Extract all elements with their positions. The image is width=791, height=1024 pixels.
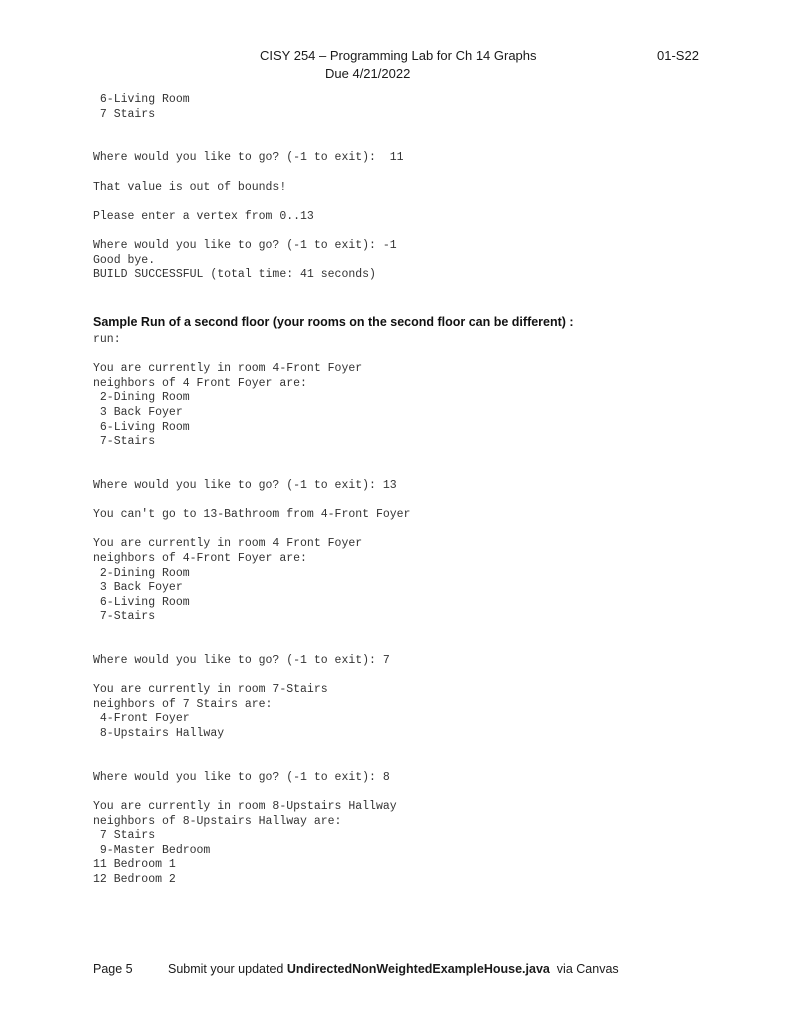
console-line	[93, 494, 410, 509]
console-line: 2-Dining Room	[93, 391, 190, 405]
console-line: You can't go to 13-Bathroom from 4-Front Foyer	[93, 508, 411, 522]
footer-submit-prefix: Submit your updated	[168, 962, 287, 976]
header-due-date: Due 4/21/2022	[325, 66, 411, 81]
footer-filename: UndirectedNonWeightedExampleHouse.java	[286, 962, 550, 976]
console-line: neighbors of 7 Stairs are:	[93, 697, 273, 711]
console-line: 12 Bedroom 2	[93, 872, 176, 886]
console-line: neighbors of 8-Upstairs Hallway are:	[93, 814, 342, 828]
console-line: Good bye.	[93, 253, 156, 267]
console-line: You are currently in room 8-Upstairs Hallway	[93, 800, 397, 813]
console-line: Where would you like to go? (-1 to exit): 8	[93, 770, 390, 784]
console-line: 7-Stairs	[93, 610, 156, 624]
console-line	[93, 166, 404, 181]
console-line: neighbors of 4 Front Foyer are:	[93, 376, 307, 390]
console-line: 11 Bedroom 1	[93, 858, 176, 872]
console-line	[93, 224, 404, 239]
console-line: Where would you like to go? (-1 to exit): 7	[93, 654, 390, 668]
console-line: 7 Stairs	[93, 829, 156, 843]
console-line: Please enter a vertex from 0..13	[93, 209, 314, 223]
console-line	[93, 464, 410, 479]
console-line: 2-Dining Room	[93, 566, 190, 580]
console-output-block-2	[93, 333, 410, 888]
footer-page-number: Page 5	[93, 962, 133, 976]
console-line	[93, 625, 410, 640]
footer-submit-suffix: via Canvas	[549, 962, 619, 976]
console-line	[93, 785, 410, 800]
console-line	[93, 523, 410, 538]
console-line: Where would you like to go? (-1 to exit): 13	[93, 478, 397, 492]
console-line: You are currently in room 4-Front Foyer	[93, 362, 363, 376]
console-line	[93, 450, 410, 465]
console-line: 6-Living Room	[93, 595, 190, 609]
console-line: 6-Living Room	[93, 420, 190, 434]
console-line: 3 Back Foyer	[93, 405, 183, 419]
console-line: 6-Living Room	[93, 93, 190, 106]
console-line: 3 Back Foyer	[93, 581, 183, 595]
console-line	[93, 756, 410, 771]
console-line: Where would you like to go? (-1 to exit): -1	[93, 238, 397, 252]
console-line: 9-Master Bedroom	[93, 843, 211, 857]
header-title: CISY 254 – Programming Lab for Ch 14 Graphs	[260, 48, 537, 63]
console-output-block-1	[93, 93, 404, 283]
console-line	[93, 348, 410, 363]
header-course-code: 01-S22	[657, 48, 699, 63]
footer-submit-note	[168, 962, 619, 976]
console-line: 8-Upstairs Hallway	[93, 727, 225, 741]
console-line: run:	[93, 333, 121, 346]
console-line	[93, 742, 410, 757]
console-line: neighbors of 4-Front Foyer are:	[93, 551, 307, 565]
section-heading: Sample Run of a second floor (your rooms on the second floor can be different) :	[93, 315, 574, 329]
console-line	[93, 195, 404, 210]
console-line: Where would you like to go? (-1 to exit): 11	[93, 151, 404, 165]
console-line: 7-Stairs	[93, 435, 156, 449]
console-line: You are currently in room 7-Stairs	[93, 683, 328, 697]
console-line: That value is out of bounds!	[93, 180, 287, 194]
console-line: 4-Front Foyer	[93, 712, 190, 726]
console-line: BUILD SUCCESSFUL (total time: 41 seconds)	[93, 268, 376, 282]
console-line	[93, 669, 410, 684]
console-line	[93, 122, 404, 137]
console-line	[93, 639, 410, 654]
console-line: You are currently in room 4 Front Foyer	[93, 537, 363, 551]
console-line	[93, 137, 404, 152]
console-line: 7 Stairs	[93, 107, 156, 121]
